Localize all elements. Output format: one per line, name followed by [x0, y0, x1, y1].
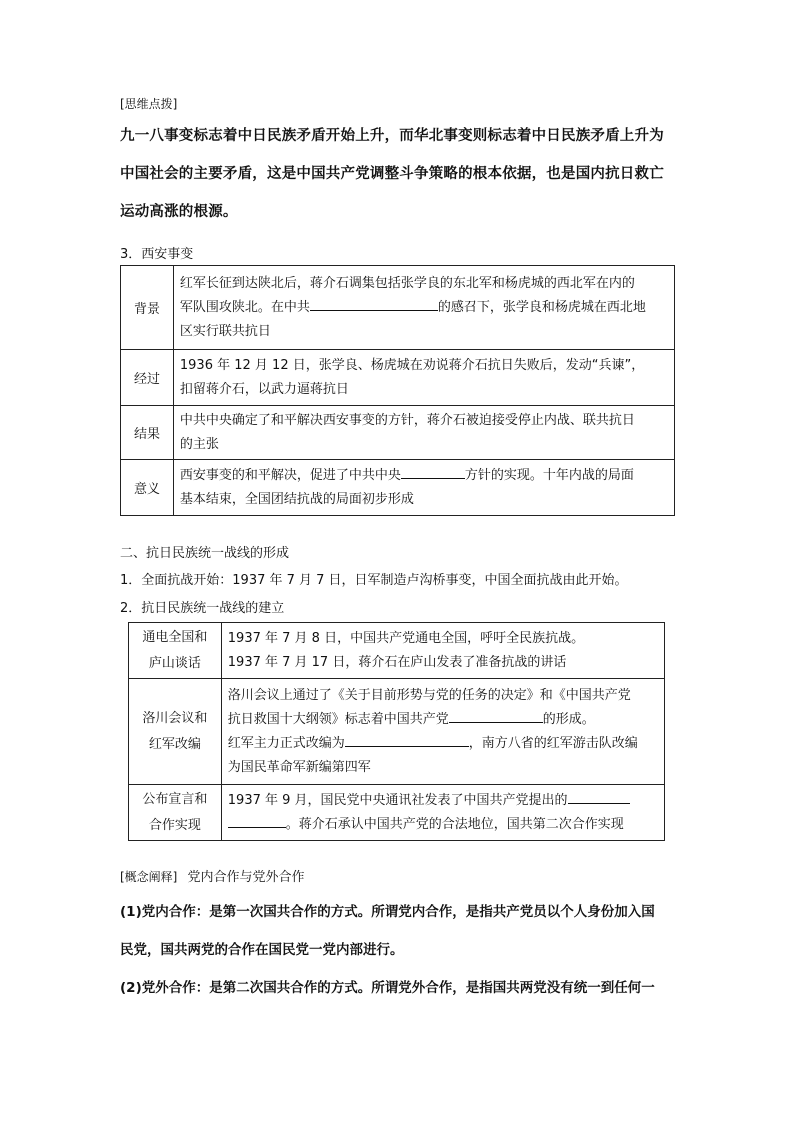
row-head-process: 经过 [121, 350, 174, 406]
row-content-process: 1936 年 12 月 12 日，张学良、杨虎城在劝说蒋介石抗日失败后，发动“兵谏”， 扣留蒋介石，以武力逼蒋抗日 [173, 350, 674, 406]
concept-p2: (2)党外合作：是第二次国共合作的方式。所谓党外合作，是指国共两党没有统一到任何一 [120, 980, 655, 996]
concept-header [120, 866, 305, 885]
row-head-luochuan: 洛川会议和 红军改编 [129, 679, 222, 785]
fill-blank [310, 296, 438, 311]
row-head-announcement: 通电全国和 庐山谈话 [129, 623, 222, 679]
concept-tag: [概念阐释] [120, 870, 178, 884]
concept-p1b: 民党，国共两党的合作在国民党一党内部进行。 [120, 942, 404, 958]
section2-heading: 二、抗日民族统一战线的形成 [120, 546, 290, 561]
section2-item2: 2．抗日民族统一战线的建立 [120, 601, 285, 616]
row-content-declaration: 1937 年 9 月，国民党中央通讯社发表了中国共产党提出的 。蒋介石承认中国共产党的合法地位，国共第二次合作实现 [221, 785, 664, 841]
xian-table [120, 265, 675, 516]
fill-blank [401, 464, 465, 479]
thinking-tag: [思维点拨] [120, 97, 178, 111]
concept-p1: (1)党内合作：是第一次国共合作的方式。所谓党内合作，是指共产党员以个人身份加入国 [120, 904, 655, 920]
table-row [129, 785, 665, 841]
row-content-significance: 西安事变的和平解决，促进了中共中央 方针的实现。十年内战的局面 基本结束，全国团结抗战的局面初步形成 [173, 460, 674, 516]
table-row [121, 266, 675, 350]
table-row [129, 679, 665, 785]
row-head-declaration: 公布宣言和 合作实现 [129, 785, 222, 841]
row-head-result: 结果 [121, 406, 174, 460]
row-head-significance: 意义 [121, 460, 174, 516]
section2-item1: 1．全面抗战开始：1937 年 7 月 7 日，日军制造卢沟桥事变，中国全面抗战由此开始。 [120, 573, 628, 588]
xian-heading: 3．西安事变 [120, 247, 194, 262]
fill-blank [345, 732, 469, 747]
table-row [129, 623, 665, 679]
row-head-background: 背景 [121, 266, 174, 350]
front-table [128, 622, 665, 841]
fill-blank [568, 789, 630, 804]
row-content-luochuan: 洛川会议上通过了《关于目前形势与党的任务的决定》和《中国共产党 抗日救国十大纲领》标志着中国共产党 的形成。 红军主力正式改编为 ，南方八省的红军游击队改编 为国民革命军新编第四军 [221, 679, 664, 785]
row-content-announcement: 1937 年 7 月 8 日，中国共产党通电全国，呼吁全民族抗战。 1937 年 7 月 17 日，蒋介石在庐山发表了准备抗战的讲话 [221, 623, 664, 679]
fill-blank [449, 708, 543, 723]
fill-blank [228, 813, 286, 828]
row-content-result: 中共中央确定了和平解决西安事变的方针，蒋介石被迫接受停止内战、联共抗日 的主张 [173, 406, 674, 460]
concept-title: 党内合作与党外合作 [187, 870, 305, 885]
row-content-background: 红军长征到达陕北后，蒋介石调集包括张学良的东北军和杨虎城的西北军在内的 军队围攻陕北。在中共 的感召下，张学良和杨虎城在西北地 区实行联共抗日 [173, 266, 674, 350]
table-row [121, 406, 675, 460]
table-row [121, 350, 675, 406]
thinking-paragraph: 九一八事变标志着中日民族矛盾开始上升，而华北事变则标志着中日民族矛盾上升为中国社会的主要矛盾，这是中国共产党调整斗争策略的根本依据，也是国内抗日救亡运动高涨的根源。 [120, 128, 664, 220]
table-row [121, 460, 675, 516]
